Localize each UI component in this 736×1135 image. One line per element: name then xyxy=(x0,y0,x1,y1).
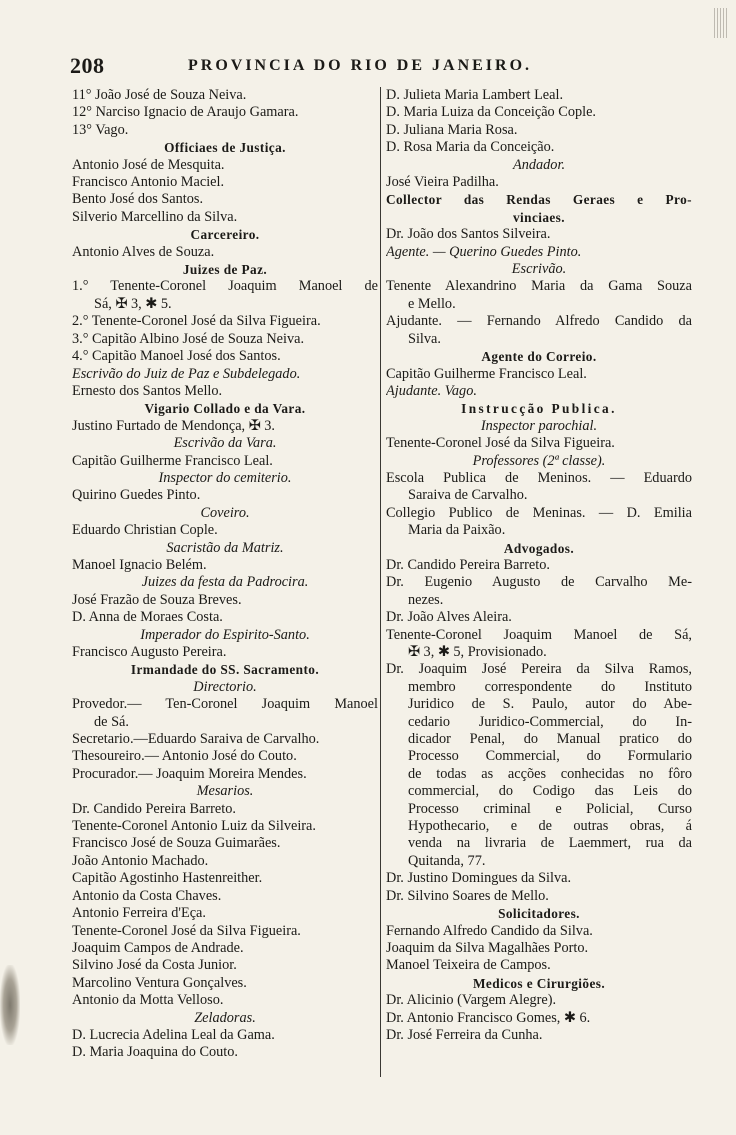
text-line: Ajudante. — Fernando Alfredo Candido da xyxy=(386,313,692,330)
page-stain xyxy=(0,965,20,1045)
role-title: Coveiro. xyxy=(200,504,250,521)
continuation-line: Juridico de S. Paulo, autor do Abe- xyxy=(408,696,692,713)
continuation-line: Hypothecario, e de outras obras, á xyxy=(408,818,692,835)
text-line: Capitão Agostinho Hastenreither. xyxy=(72,870,263,887)
text-line: José Frazão de Souza Breves. xyxy=(72,591,242,608)
continuation-line: cedario Juridico-Commercial, do In- xyxy=(408,713,692,730)
text-line: Manoel Teixeira de Campos. xyxy=(386,957,551,974)
role-title: Zeladoras. xyxy=(194,1009,256,1026)
text-line: João Antonio Machado. xyxy=(72,852,209,869)
section-heading: Collector das Rendas Geraes e Pro- xyxy=(386,192,692,208)
role-title: Sacristão da Matriz. xyxy=(166,539,284,556)
text-line: D. Julieta Maria Lambert Leal. xyxy=(386,87,564,103)
continuation-line: Maria da Paixão. xyxy=(408,522,506,539)
text-line: Tenente-Coronel Antonio Luiz da Silveira. xyxy=(72,818,316,835)
role-title: Mesarios. xyxy=(196,783,254,800)
text-line: Dr. João dos Santos Silveira. xyxy=(386,226,551,243)
text-line: Thesoureiro.— Antonio José do Couto. xyxy=(72,748,297,765)
text-line: D. Juliana Maria Rosa. xyxy=(386,121,518,138)
text-line: Dr. Justino Domingues da Silva. xyxy=(386,870,572,887)
continuation-line: Silva. xyxy=(408,330,441,347)
column-divider xyxy=(380,87,381,1077)
section-heading: Carcereiro. xyxy=(190,227,260,243)
text-line: Dr. Silvino Soares de Mello. xyxy=(386,887,549,904)
text-line: Joaquim da Silva Magalhães Porto. xyxy=(386,939,589,956)
continuation-line: membro correspondente do Instituto xyxy=(408,678,692,695)
text-line: Francisco Antonio Maciel. xyxy=(72,174,225,191)
text-line: Tenente-Coronel José da Silva Figueira. xyxy=(386,435,615,452)
text-line: Antonio Alves de Souza. xyxy=(72,243,215,260)
italic-line: Escrivão do Juiz de Paz e Subdelegado. xyxy=(72,365,301,382)
continuation-line: Processo criminal e Policial, Curso xyxy=(408,800,692,817)
text-line: Silvino José da Costa Junior. xyxy=(72,957,237,974)
section-heading: Medicos e Cirurgiões. xyxy=(472,975,606,991)
text-line: Collegio Publico de Meninas. — D. Emilia xyxy=(386,504,692,521)
section-heading: Instrucção Publica. xyxy=(461,401,617,417)
section-heading: vinciaes. xyxy=(513,209,565,225)
text-line: Silverio Marcellino da Silva. xyxy=(72,208,238,225)
text-line: 4.° Capitão Manoel José dos Santos. xyxy=(72,348,281,365)
role-title: Juizes da festa da Padrocira. xyxy=(141,574,309,591)
text-line: Marcolino Ventura Gonçalves. xyxy=(72,974,247,991)
role-title: Imperador do Espirito-Santo. xyxy=(140,626,310,643)
continuation-line: Sá, ✠ 3, ✱ 5. xyxy=(94,295,172,312)
text-line: Procurador.— Joaquim Moreira Mendes. xyxy=(72,765,307,782)
section-heading: Officiaes de Justiça. xyxy=(164,140,286,156)
text-line: Francisco José de Souza Guimarães. xyxy=(72,835,281,852)
italic-line: Ajudante. Vago. xyxy=(386,382,477,399)
continuation-line: commercial, do Codigo das Leis do xyxy=(408,783,692,800)
text-line: Antonio da Costa Chaves. xyxy=(72,887,222,904)
text-line: 13° Vago. xyxy=(72,121,129,138)
text-line: Quirino Guedes Pinto. xyxy=(72,487,201,504)
section-heading: Vigario Collado e da Vara. xyxy=(144,401,306,417)
text-line: Bento José dos Santos. xyxy=(72,191,204,208)
text-line: Dr. José Ferreira da Cunha. xyxy=(386,1026,543,1043)
text-line: Antonio José de Mesquita. xyxy=(72,156,225,173)
text-line: Ernesto dos Santos Mello. xyxy=(72,382,223,399)
text-line: Capitão Guilherme Francisco Leal. xyxy=(72,452,273,469)
section-heading: Advogados. xyxy=(503,540,575,556)
text-line: Dr. Candido Pereira Barreto. xyxy=(72,800,236,817)
text-line: José Vieira Padilha. xyxy=(386,174,499,191)
italic-line: Agente. — Querino Guedes Pinto. xyxy=(386,243,582,260)
text-line: D. Lucrecia Adelina Leal da Gama. xyxy=(72,1026,275,1043)
section-heading: Irmandade do SS. Sacramento. xyxy=(130,662,320,678)
text-line: Eduardo Christian Cople. xyxy=(72,522,218,539)
text-line: 3.° Capitão Albino José de Souza Neiva. xyxy=(72,330,305,347)
right-column xyxy=(386,87,692,1044)
text-line: Antonio da Motta Velloso. xyxy=(72,992,224,1009)
role-title: Inspector parochial. xyxy=(480,417,598,434)
continuation-line: Saraiva de Carvalho. xyxy=(408,487,528,504)
page-header xyxy=(70,53,680,83)
text-line: 11° João José de Souza Neiva. xyxy=(72,87,247,103)
continuation-line: dicador Penal, do Manual pratico do xyxy=(408,731,692,748)
text-line: 12° Narciso Ignacio de Araujo Gamara. xyxy=(72,104,299,121)
continuation-line: Quitanda, 77. xyxy=(408,852,486,869)
role-title: Directorio. xyxy=(193,678,257,695)
continuation-line: de todas as acções conhecidas no fôro xyxy=(408,765,692,782)
text-line: D. Maria Joaquina do Couto. xyxy=(72,1044,238,1061)
section-heading: Agente do Correio. xyxy=(481,349,597,365)
continuation-line: Processo Commercial, do Formulario xyxy=(408,748,692,765)
text-line: Dr. Eugenio Augusto de Carvalho Me- xyxy=(386,574,692,591)
text-line: 1.° Tenente-Coronel Joaquim Manoel de xyxy=(72,278,378,295)
text-line: Antonio Ferreira d'Eça. xyxy=(72,905,206,922)
text-line: Dr. Candido Pereira Barreto. xyxy=(386,556,550,573)
page-number: 208 xyxy=(70,53,105,78)
text-line: Justino Furtado de Mendonça, ✠ 3. xyxy=(72,417,275,434)
running-title: PROVINCIA DO RIO DE JANEIRO. xyxy=(188,57,533,74)
continuation-line: nezes. xyxy=(408,591,444,608)
section-heading: Solicitadores. xyxy=(498,906,580,922)
role-title: Escrivão. xyxy=(511,261,567,278)
text-line: Manoel Ignacio Belém. xyxy=(72,556,207,573)
text-line: Secretario.—Eduardo Saraiva de Carvalho. xyxy=(72,731,320,748)
text-line: Joaquim Campos de Andrade. xyxy=(72,939,244,956)
text-line: Capitão Guilherme Francisco Leal. xyxy=(386,365,587,382)
text-line: Dr. Alicinio (Vargem Alegre). xyxy=(386,992,557,1009)
continuation-line: ✠ 3, ✱ 5, Provisionado. xyxy=(408,644,547,660)
text-line: Tenente-Coronel Joaquim Manoel de Sá, xyxy=(386,626,692,643)
text-line: Dr. João Alves Aleira. xyxy=(386,609,512,626)
text-line: Provedor.— Ten-Coronel Joaquim Manoel xyxy=(72,696,378,713)
left-column xyxy=(72,87,378,1062)
text-line: Escola Publica de Meninos. — Eduardo xyxy=(386,469,692,486)
text-line: D. Rosa Maria da Conceição. xyxy=(386,139,555,156)
role-title: Andador. xyxy=(512,156,566,173)
text-line: Fernando Alfredo Candido da Silva. xyxy=(386,922,593,939)
text-line: Tenente-Coronel José da Silva Figueira. xyxy=(72,922,301,939)
text-line: Dr. Joaquim José Pereira da Silva Ramos, xyxy=(386,661,692,678)
continuation-line: venda na livraria de Laemmert, rua da xyxy=(408,835,692,852)
text-line: D. Maria Luiza da Conceição Cople. xyxy=(386,104,597,121)
text-line: 2.° Tenente-Coronel José da Silva Figueira. xyxy=(72,313,321,330)
text-line: Dr. Antonio Francisco Gomes, ✱ 6. xyxy=(386,1009,591,1026)
text-line: D. Anna de Moraes Costa. xyxy=(72,609,223,626)
role-title: Escrivão da Vara. xyxy=(173,435,277,452)
corner-mark xyxy=(714,8,728,38)
continuation-line: e Mello. xyxy=(408,295,456,312)
text-line: Tenente Alexandrino Maria da Gama Souza xyxy=(386,278,692,295)
continuation-line: de Sá. xyxy=(94,713,129,730)
role-title: Inspector do cemiterio. xyxy=(158,469,292,486)
text-line: Francisco Augusto Pereira. xyxy=(72,644,227,660)
role-title: Professores (2ª classe). xyxy=(472,452,606,469)
section-heading: Juizes de Paz. xyxy=(182,262,268,278)
